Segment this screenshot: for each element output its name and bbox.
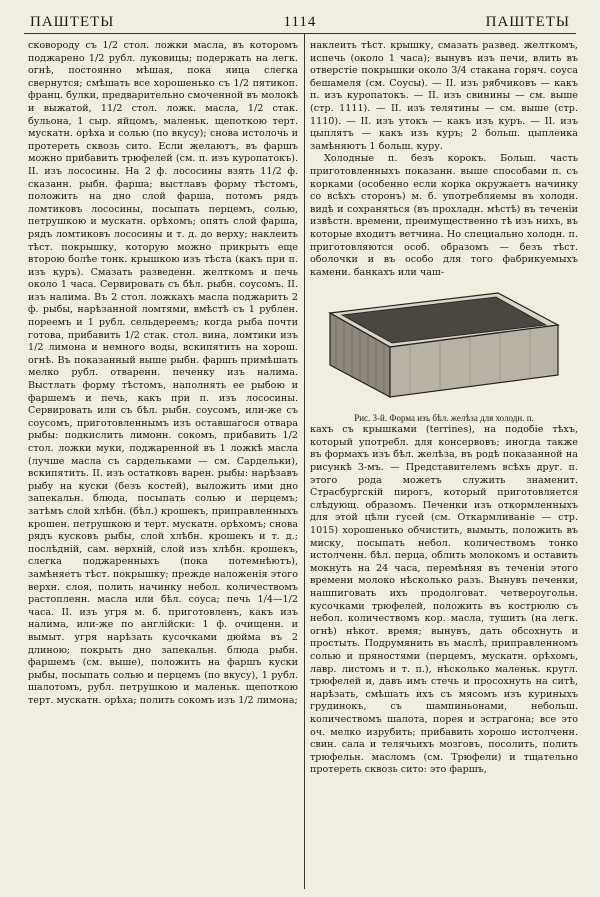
left-paragraph: сковороду съ 1/2 стол. ложки масла, въ которомъ поджарено 1/2 рубл. луковицы; подержать на легк. огнѣ, постоянно мѣшая, пока яица слегка свернутся; смѣшать все хорошенько съ 1/2 пятикоп. франц. булки, предварительно смоченной въ молокѣ и выжатой, 11/2 стол. ложк. масла, 1/2 стак. бульона, 1 сыр. яйцомъ, маленьк. щепоткою терт. мускатн. орѣха и солью (по вкусу); снова истолочь и протереть сквозь сито. Если желаютъ, въ фаршъ можно прибавить трюфелей (см. п. изъ куропатокъ). II. изъ лососины. На 2 ф. лососины взять 11/2 ф. сказанн. рыбн. фарша; выстлавъ форму тѣстомъ, положить на дно слой фарша, потомъ рядъ ломтиковъ лососины, посыпать перцемъ, солью, петрушкою и мускатн. орѣхомъ; опять слой фарша, рядъ ломтиковъ лососины и т. д. до верху; наклеить тѣст. покрышку, которую можно прикрыть еще второю болѣе тонк. крышкою изъ тѣста (какъ при п. изъ куръ). Смазать разведенн. желткомъ и печь около 1 часа. Сервировать съ бѣл. рыбн. соусомъ. II. изъ налима. Въ 2 стол. ложкахъ масла поджарить 2 ф. рыбы, нарѣзанной ломтями, вмѣстѣ съ 1 рублен. пореемъ и 1 рубл. сельдереемъ; когда рыба почти готова, прибавить 1/2 стак. стол. вина, ломтики изъ 1/2 лимона и немного воды, вскипятить на хорош. огнѣ. Въ показанный выше рыбн. фаршъ примѣшать мелко рубл. отваренн. печенку изъ налима. Выстлать форму тѣстомъ, наполнять ее рыбою и фаршемъ и печь, какъ при п. изъ лососины. Сервировать или съ бѣл. рыбн. соусомъ, или-же съ соусомъ, приготовленнымъ изъ оставшагося отвара рыбы: подкислить лимонн. сокомъ, прибавить 1/2 стол. ложки муки, поджаренной въ 1 ложкѣ масла (лучше масла съ сардельками — см. Сардельки), вскипятить. II. изъ остатковъ варен. рыбы: нарѣзавъ рыбу на куски (безъ костей), выложить ими дно запекальн. блюда, посыпать солью и перцемъ; затѣмъ слой хлѣбн. (бѣл.) крошекъ, приправленныхъ крошен. петрушкою и терт. мускатн. орѣхомъ; снова рядъ кусковъ рыбы, слой хлѣбн. крошекъ и т. д.; послѣдній, сам. верхній, слой изъ хлѣбн. крошекъ, слегка поджаренныхъ (пока потемнѣютъ), замѣняетъ тѣст. покрышку; прежде наложенія этого верхн. слоя, полить начинку небол. количествомъ растопленн. масла или бѣл. соуса; печь 1/4—1/2 часа. II. изъ угря м. б. приготовленъ, какъ изъ налима, или-же по англійски: 1 ф. очищенн. и вымыт. угря нарѣзать кусочками дюйма въ 2 длиною; покрыть дно запекальн. блюда рыбн. фаршемъ (см. выше), положить на фаршъ куски рыбы, посыпать солью и перцемъ (по вкусу), 1 рубл. шалотомъ, рубл. петрушкою и маленьк. щепоткою терт. мускатн. орѣха; полить сокомъ изъ 1/2 лимона; xyxy=(28,40,298,706)
column-divider xyxy=(304,33,305,889)
left-column xyxy=(28,40,298,891)
header-rule xyxy=(24,33,576,34)
page-number: 1114 xyxy=(283,14,317,30)
right-column xyxy=(310,40,578,891)
header-left-title: ПАШТЕТЫ xyxy=(30,14,115,30)
tin-mold-illustration xyxy=(320,285,568,405)
terrine-mold-figure xyxy=(310,285,578,409)
header-right-title: ПАШТЕТЫ xyxy=(485,14,570,30)
page-header xyxy=(26,10,574,32)
figure-caption: Рис. 3-й. Форма изъ бѣл. желѣза для холодн. п. xyxy=(354,413,534,424)
right-paragraph-2: Холодные п. безъ корокъ. Больш. часть приготовленныхъ показанн. выше способами п. съ корками (особенно если корка окружаетъ начинку со всѣхъ сторонъ) м. б. употребляемы въ холодн. видѣ и сохраняться (въ прохладн. мѣстѣ) въ теченіи извѣстн. времени, преимущественно тѣ изъ нихъ, въ которые входитъ ветчина. Но специально холодн. п. приготовляются особ. образомъ — безъ тѣст. оболочки и въ особо для того фабрикуемыхъ камени. банкахъ или чаш- xyxy=(310,153,578,278)
right-paragraph-1: наклеить тѣст. крышку, смазать развед. желткомъ, испечь (около 1 часа); вынувъ изъ печи, влить въ отверстіе покрышки около 3/4 стакана горяч. соуса бешамеля (см. Соусы). — II. изъ рябчиковъ — какъ п. изъ куропатокъ. — II. изъ свинины — см. выше (стр. 1111). — II. изъ телятины — см. выше (стр. 1110). — II. изъ утокъ — какъ изъ куръ. — II. изъ цыплятъ — какъ изъ куръ; 2 больш. цыпленка замѣняютъ 1 больш. куру. xyxy=(310,40,578,152)
right-paragraph-3: кахъ съ крышками (terrines), на подобіе тѣхъ, который употребл. для консервовъ; иногда также въ формахъ изъ бѣл. желѣза, въ родѣ показанной на рисункѣ 3-мъ. — Представителемъ всѣхъ друг. п. этого рода можетъ служить знаменит. Страсбургскій пирогъ, который приготовляется слѣдующ. образомъ. Печенки изъ откормленныхъ для этой цѣли гусей (см. Откармливаніе — стр. 1015) хорошенько обчистить, вымыть, положить въ миску, посыпать небол. количествомъ тонко истолченн. бѣл. перца, облить молокомъ и оставить мокнуть на 24 часа, перемѣняя въ теченіи этого времени молоко нѣсколько разъ. Вынувъ печенки, нашпиговать ихъ продолговат. четвероугольн. кусочками трюфелей, положить въ кострюлю съ небол. количествомъ кор. масла, тушить (на легк. огнѣ) нѣкот. время; вынувъ, дать обсохнуть и простыть. Подрумянить въ маслѣ, приправленномъ солью и пряностями (перцемъ, мускатн. орѣхомъ, лавр. листомъ и т. п.), нѣсколько маленьк. кругл. трюфелей и, давъ имъ стечь и просохнуть на ситѣ, нарѣзать, смѣшать ихъ съ мясомъ изъ куриныхъ грудинокъ, съ шампиньонами, небольш. количествомъ шалота, порея и эстрагона; все это оч. мелко изрубить; прибавить хорошо истолченн. свин. сала и телячьихъ мозговъ, посолить, полить трюфельн. масломъ (см. Трюфели) и тщательно протереть сквозь сито: это фаршъ, xyxy=(310,424,578,776)
